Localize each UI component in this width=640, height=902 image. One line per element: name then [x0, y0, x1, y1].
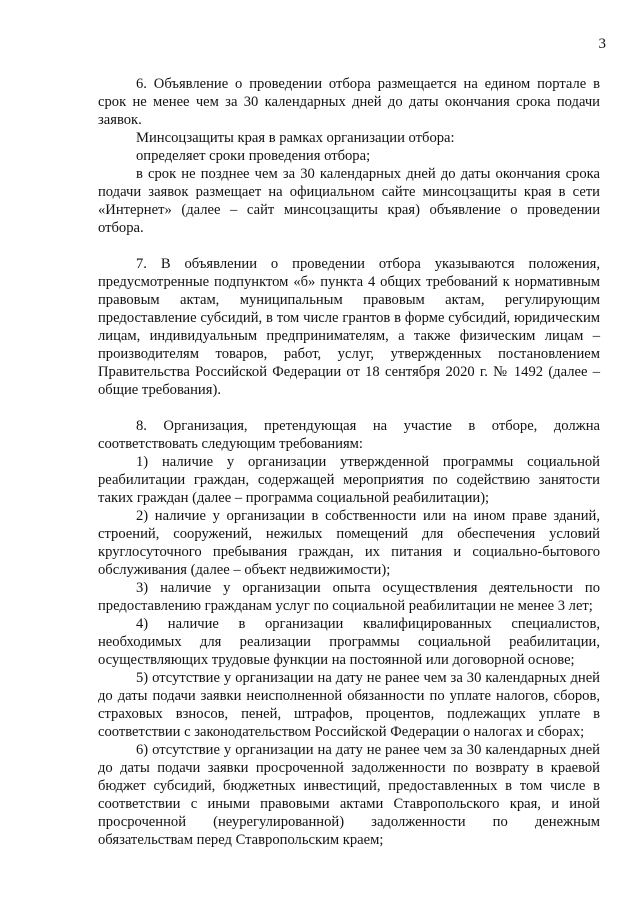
- requirement-4: 4) наличие в организации квалифицированных специалистов, необходимых для реализации программы социальной реабилитации, осуществляющих трудовые функции на постоянной или договорной основе;: [98, 616, 600, 668]
- requirement-1: 1) наличие у организации утвержденной программы социальной реабилитации граждан, содержащей мероприятия по содействию занятости таких граждан (далее – программа социальной реабилитации);: [98, 454, 600, 506]
- paragraph-6-intro: Минсоцзащиты края в рамках организации отбора:: [136, 130, 455, 146]
- paragraph-6: 6. Объявление о проведении отбора размещается на едином портале в срок не менее чем за 30 календарных дней до даты окончания срока подачи заявок.: [98, 76, 600, 128]
- document-body: [98, 75, 600, 849]
- requirement-3: 3) наличие у организации опыта осуществления деятельности по предоставлению гражданам услуг по социальной реабилитации не менее 3 лет;: [98, 580, 600, 614]
- requirement-2: 2) наличие у организации в собственности или на ином праве зданий, строений, сооружений, нежилых помещений для обеспечения условий круглосуточного пребывания граждан, их питания и социально-бытового обслуживания (далее – объект недвижимости);: [98, 508, 600, 578]
- paragraph-6-item-2: в срок не позднее чем за 30 календарных дней до даты окончания срока подачи заявок размещает на официальном сайте минсоцзащиты края в сети «Интернет» (далее – сайт минсоцзащиты края) объявление о проведении отбора.: [98, 166, 600, 236]
- paragraph-7: 7. В объявлении о проведении отбора указываются положения, предусмотренные подпунктом «б» пункта 4 общих требований к нормативным правовым актам, муниципальным правовым актам, регулирующим предоставление субсидий, в том числе грантов в форме субсидий, юридическим лицам, индивидуальным предпринимателям, а также физическим лицам – производителям товаров, работ, услуг, утвержденных постановлением Правительства Российской Федерации от 18 сентября 2020 г. № 1492 (далее – общие требования).: [98, 256, 600, 398]
- requirement-5: 5) отсутствие у организации на дату не ранее чем за 30 календарных дней до даты подачи заявки неисполненной обязанности по уплате налогов, сборов, страховых взносов, пеней, штрафов, процентов, подлежащих уплате в соответствии с законодательством Российской Федерации о налогах и сборах;: [98, 670, 600, 740]
- page-number: 3: [598, 36, 606, 52]
- paragraph-6-item-1: определяет сроки проведения отбора;: [136, 148, 371, 164]
- paragraph-8: 8. Организация, претендующая на участие в отборе, должна соответствовать следующим требованиям:: [98, 418, 600, 452]
- requirement-6: 6) отсутствие у организации на дату не ранее чем за 30 календарных дней до даты подачи заявки просроченной задолженности по возврату в краевой бюджет субсидий, бюджетных инвестиций, предоставленных в том числе в соответствии с иными правовыми актами Ставропольского края, и иной просроченной (неурегулированной) задолженности по денежным обязательствам перед Ставропольским краем;: [98, 742, 600, 848]
